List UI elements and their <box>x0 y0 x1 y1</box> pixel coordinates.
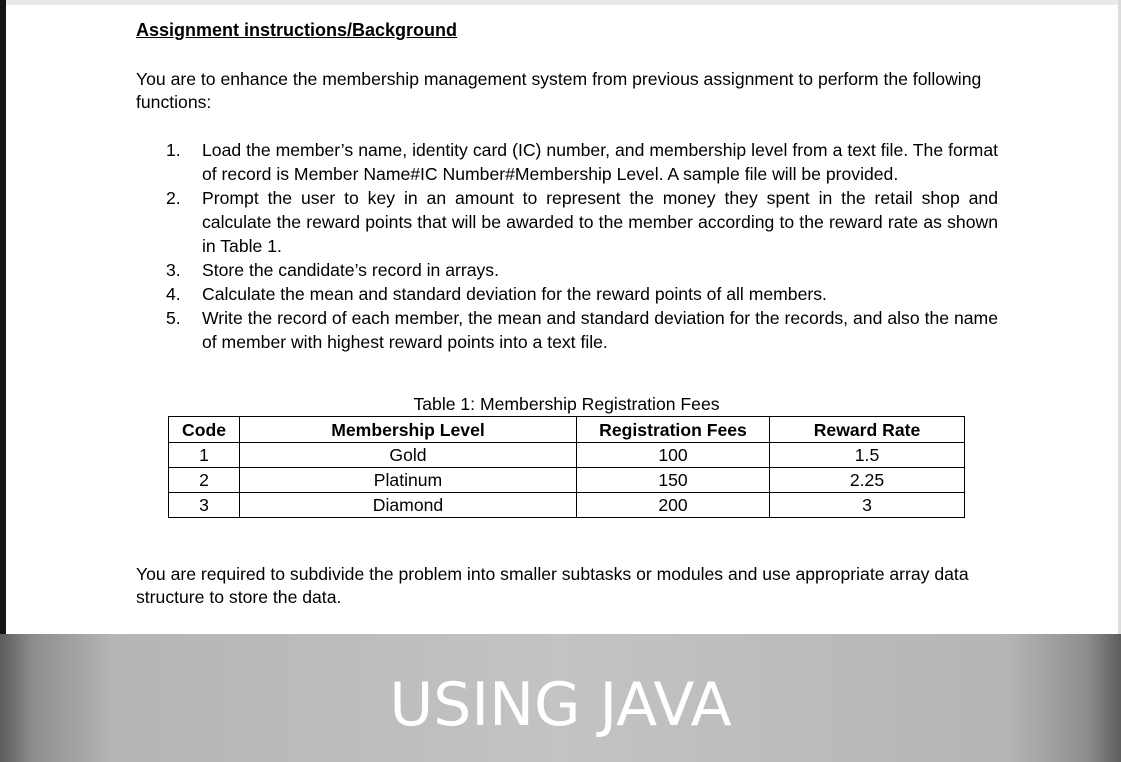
intro-paragraph: You are to enhance the membership management system from previous assignment to perform the following functions: <box>136 69 982 112</box>
cell-registration-fees: 150 <box>577 468 770 493</box>
header-code: Code <box>169 417 240 443</box>
task-number: 2. <box>166 188 181 208</box>
task-number: 3. <box>166 260 181 280</box>
cell-registration-fees: 200 <box>577 493 770 518</box>
task-item-1 <box>166 138 998 186</box>
cell-membership-level: Diamond <box>240 493 577 518</box>
task-item-5 <box>166 306 998 354</box>
task-text: Prompt the user to key in an amount to represent the money they spent in the retail shop and calculate the reward points that will be awarded to the member according to the reward rate as shown in Table 1. <box>202 188 998 256</box>
cell-membership-level: Platinum <box>240 468 577 493</box>
banner-text: USING JAVA <box>389 670 732 740</box>
cell-registration-fees: 100 <box>577 443 770 468</box>
task-number: 1. <box>166 140 181 160</box>
task-item-3 <box>166 258 998 282</box>
table-row <box>169 468 965 493</box>
cell-code: 2 <box>169 468 240 493</box>
table-row <box>169 443 965 468</box>
task-text: Write the record of each member, the mean and standard deviation for the records, and also the name of member with highest reward points into a text file. <box>202 308 998 352</box>
task-text: Calculate the mean and standard deviation for the reward points of all members. <box>202 284 827 304</box>
task-item-2 <box>166 186 998 258</box>
task-text: Load the member’s name, identity card (IC) number, and membership level from a text file. The format of record is Member Name#IC Number#Membership Level. A sample file will be provided. <box>202 140 998 184</box>
task-item-4 <box>166 282 998 306</box>
membership-fees-table <box>168 416 965 518</box>
overlay-banner <box>0 634 1121 762</box>
cell-membership-level: Gold <box>240 443 577 468</box>
task-number: 4. <box>166 284 181 304</box>
closing-paragraph: You are required to subdivide the problem into smaller subtasks or modules and use appropriate array data structure to store the data. <box>136 564 969 607</box>
header-registration-fees: Registration Fees <box>577 417 770 443</box>
cell-reward-rate: 3 <box>770 493 965 518</box>
task-number: 5. <box>166 308 181 328</box>
table-caption: Table 1: Membership Registration Fees <box>413 394 720 414</box>
task-text: Store the candidate’s record in arrays. <box>202 260 499 280</box>
header-reward-rate: Reward Rate <box>770 417 965 443</box>
cell-reward-rate: 1.5 <box>770 443 965 468</box>
cell-code: 1 <box>169 443 240 468</box>
table-header-row <box>169 417 965 443</box>
section-heading: Assignment instructions/Background <box>136 20 458 40</box>
cell-code: 3 <box>169 493 240 518</box>
task-list <box>166 138 998 354</box>
table-row <box>169 493 965 518</box>
header-membership-level: Membership Level <box>240 417 577 443</box>
cell-reward-rate: 2.25 <box>770 468 965 493</box>
